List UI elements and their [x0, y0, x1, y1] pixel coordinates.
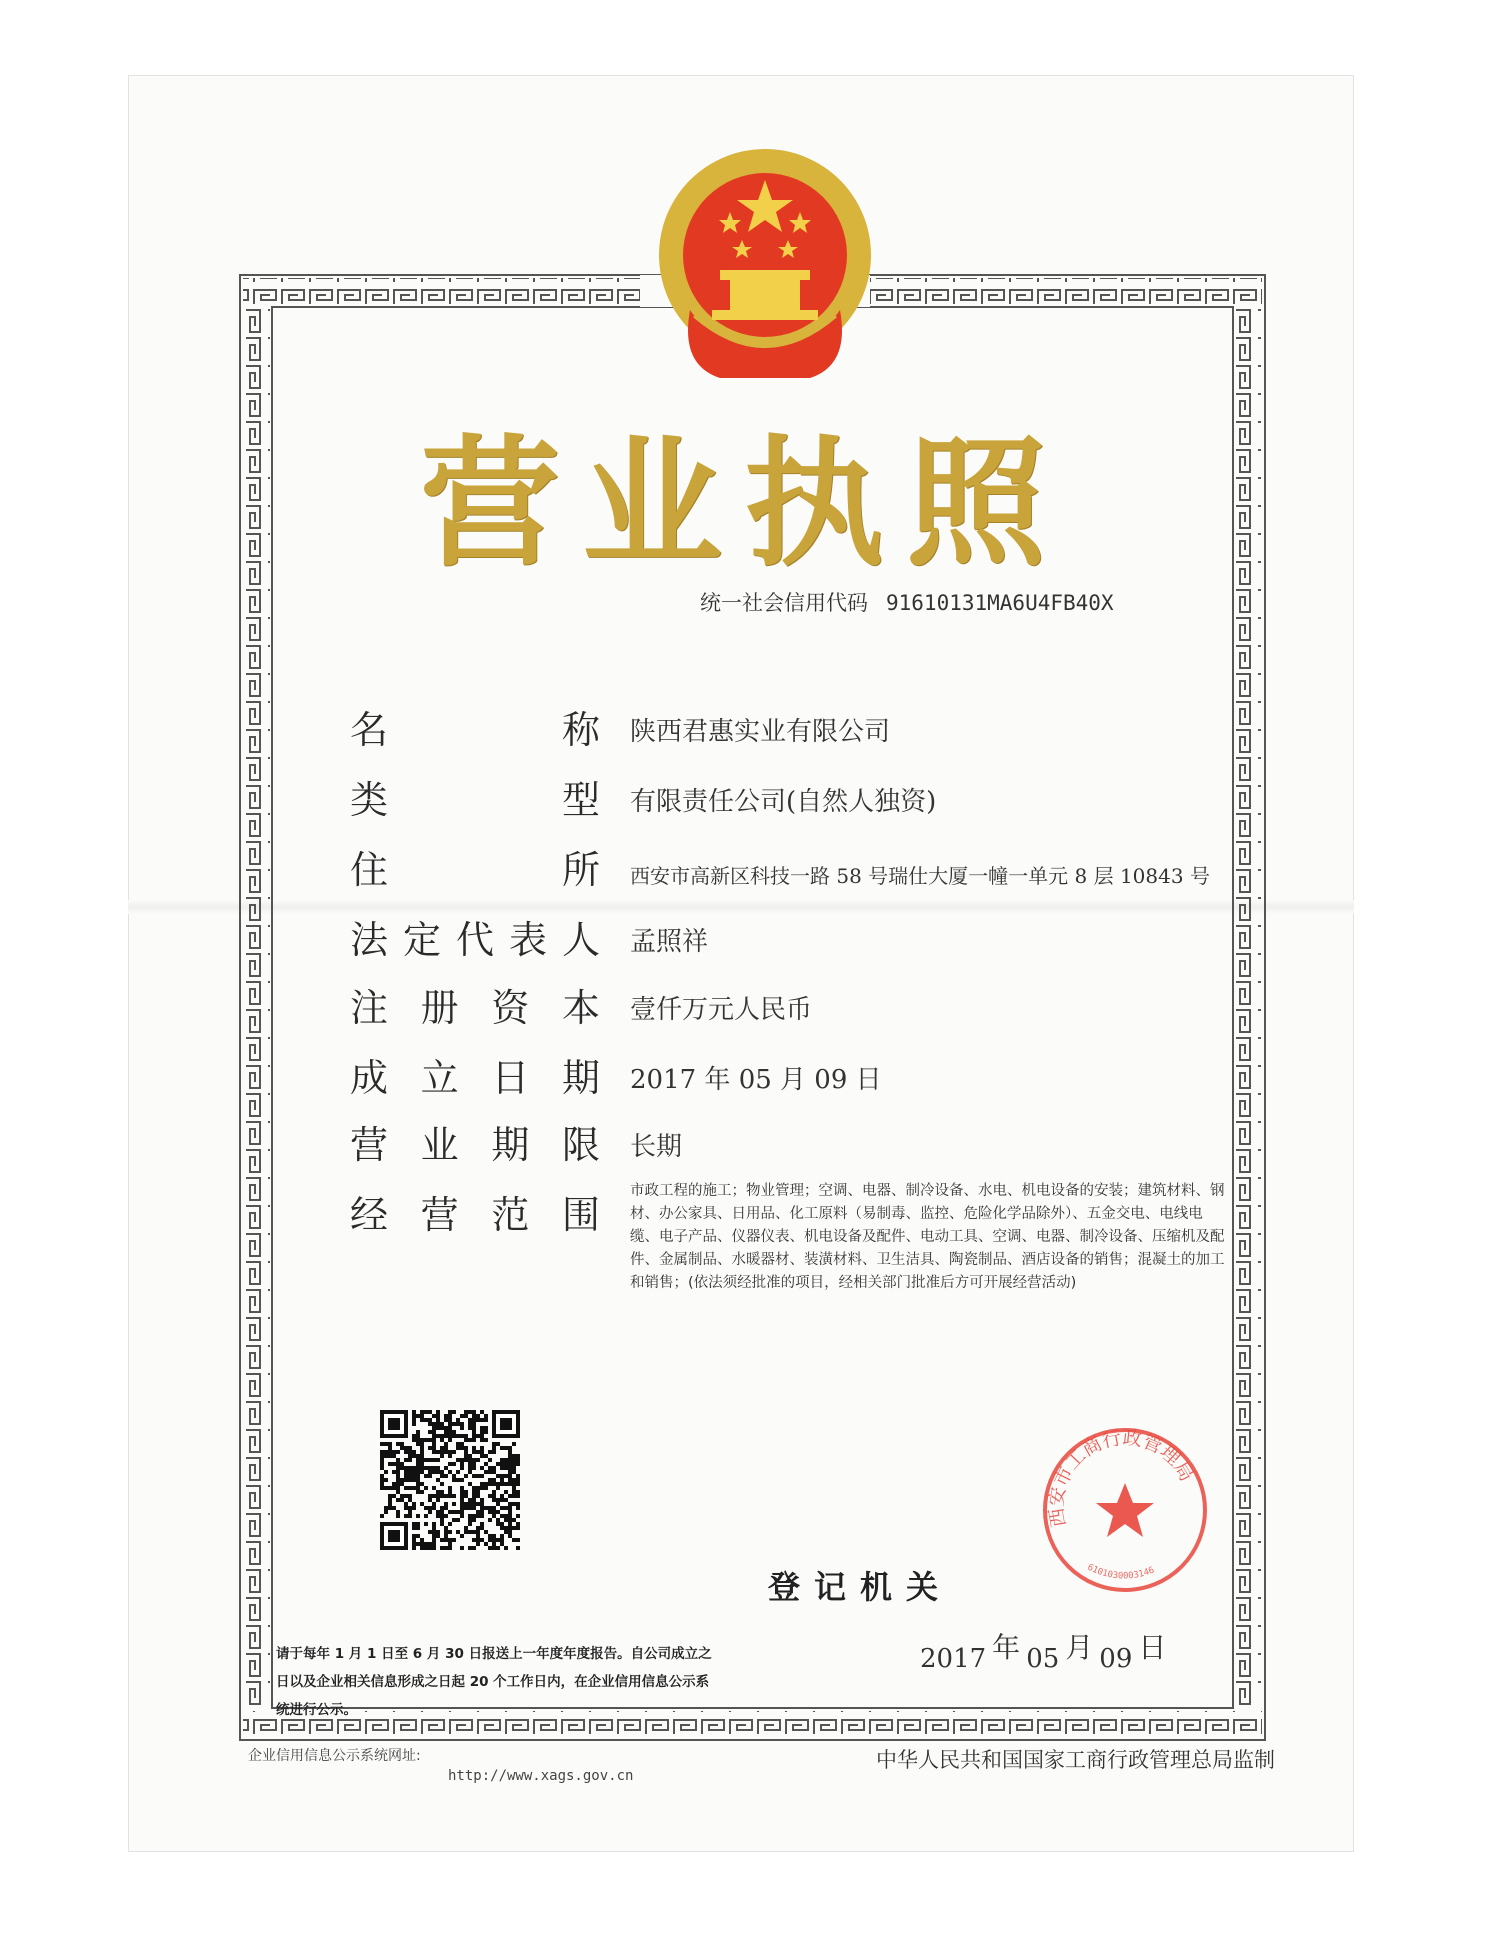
seal-text: 西安市工商行政管理局 — [1045, 1426, 1198, 1529]
footer-system-label: 企业信用信息公示系统网址: — [248, 1748, 421, 1764]
credit-code-value: 91610131MA6U4FB40X — [886, 591, 1114, 615]
national-emblem-icon — [650, 140, 880, 385]
issue-year-unit: 年 — [992, 1631, 1021, 1664]
seal-number: 6101030003146 — [1085, 1562, 1156, 1582]
field-label: 住所 — [350, 848, 600, 892]
field-value: 2017 年 05 月 09 日 — [630, 1065, 882, 1095]
field-label: 经营范围 — [350, 1193, 600, 1237]
issue-year: 2017 — [920, 1644, 987, 1674]
license-title: 营业执照 — [420, 423, 1069, 586]
annual-report-notice: 请于每年 1 月 1 日至 6 月 30 日报送上一年度年度报告。自公司成立之日以及企业相关信息形成之日起 20 个工作日内，在企业信用信息公示系统进行公示。 — [276, 1646, 712, 1718]
field-label: 法定代表人 — [350, 918, 600, 962]
field-value: 西安市高新区科技一路 58 号瑞仕大厦一幢一单元 8 层 10843 号 — [630, 864, 1210, 888]
field-value: 陕西君惠实业有限公司 — [630, 717, 891, 747]
issue-month-unit: 月 — [1065, 1631, 1094, 1664]
field-value: 壹仟万元人民币 — [630, 995, 813, 1025]
field-value: 有限责任公司(自然人独资) — [630, 787, 937, 817]
field-value: 长期 — [630, 1132, 683, 1162]
registration-authority-label: 登记机关 — [768, 1568, 953, 1606]
field-label: 成立日期 — [350, 1056, 600, 1100]
field-value: 孟照祥 — [630, 927, 709, 957]
issue-month: 05 — [1026, 1644, 1060, 1674]
issue-day-unit: 日 — [1138, 1631, 1167, 1664]
field-label: 营业期限 — [350, 1123, 600, 1167]
qr-code-icon — [380, 1410, 520, 1550]
footer-supervisor: 中华人民共和国国家工商行政管理总局监制 — [876, 1748, 1275, 1772]
issue-date — [920, 1631, 1172, 1676]
business-scope-text: 市政工程的施工；物业管理；空调、电器、制冷设备、水电、机电设备的安装；建筑材料、钢材、办公家具、日用品、化工原料（易制毒、监控、危险化学品除外）、五金交电、电线电缆、电子产品、仪器仪表、机电设备及配件、电动工具、空调、电器、制冷设备、压缩机及配件、金属制品、水暖器材、装潢材料、卫生洁具、陶瓷制品、酒店设备的销售；混凝土的加工和销售；(依法须经批准的项目，经相关部门批准后方可开展经营活动) — [630, 1183, 1225, 1291]
official-seal-icon — [1040, 1425, 1210, 1595]
credit-code-label: 统一社会信用代码 — [700, 591, 868, 615]
footer-url: http://www.xags.gov.cn — [448, 1768, 634, 1784]
field-label: 类型 — [350, 778, 600, 822]
credit-code-line — [700, 587, 1114, 617]
svg-text:6101030003146 — [1086, 1563, 1156, 1582]
field-label: 名称 — [350, 708, 600, 752]
issue-day: 09 — [1099, 1644, 1133, 1674]
field-label: 注册资本 — [350, 986, 600, 1030]
